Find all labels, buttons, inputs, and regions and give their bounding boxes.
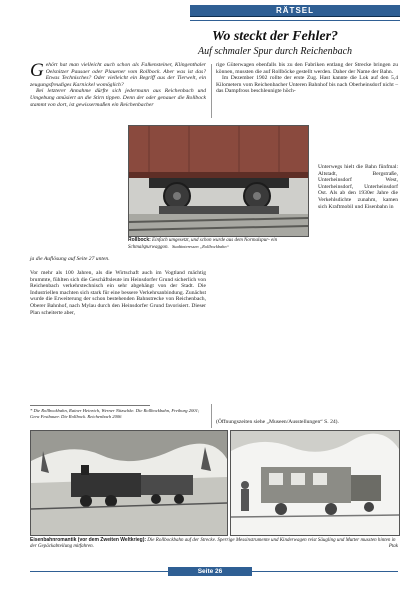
bottom-caption-text: Die Rollbockbahn auf der Strecke. Sperrige Messinstrumente und Kinderwagen reist Säugling und Mutter mussten hinten in der Gepäckabteilung mitfahren.: [30, 538, 396, 549]
header-rule: [190, 20, 400, 21]
bottom-caption: [30, 537, 398, 550]
article-title: Wo steckt der Fehler?: [211, 29, 339, 44]
footnote: * Die Rollbockbahn, Rainer Heinrich, Werner Nitzschke. Die Rollbockbahn, Freiburg 2001; Gera Festbauer. Die Rollbock. Reichenbach 2006: [30, 408, 200, 419]
train-photo-left: [30, 430, 228, 536]
opening-hours-note: (Öffnungszeiten siehe „Museen/Ausstellungen“ S. 24).: [216, 419, 339, 425]
footer-rule-right: [252, 571, 398, 572]
side-text: Unterwegs hielt die Bahn fünfmal: Altstadt, Bergstraße, Unterheinsdorf West, Unterheinsdorf, Unterheinsdorf Ost. Als ab den 1930er Jahre die Verkehlsdichte zunahm, kamen sich Kraftmobil und Eisenbahn in: [318, 164, 398, 210]
photo-credit: Stadtinteressen „Rollbockbahn“: [171, 244, 229, 249]
bottom-caption-label: Eisenbahnromantik (vor dem Zweiten Weltkrieg):: [30, 537, 147, 543]
column-divider: [211, 64, 212, 118]
footer-rule-left: [30, 571, 168, 572]
bottom-caption-credit: Ptak: [388, 544, 398, 549]
intro-paragraph-2: Bei letzterer Annahme dürfte sich jedermann aus Reichenbach und Umgebung amüsiert an die Stirn tippen. Denn der oder genauer die Rollbock stammt von dort, ist gewissermaßen ein Reichenbacher: [30, 88, 206, 108]
intro-text: [30, 62, 206, 108]
photo-caption-label: Rollbock:: [128, 237, 151, 243]
right-paragraph-1: rige Güterwagen ebenfalls bis zu den Fabriken entlang der Strecke bringen zu können, mussten die auf Rollböcke gestellt werden. Daher der Name der Bahn.: [216, 62, 398, 75]
rollbock-photo: [128, 125, 309, 237]
footnote-rule: [30, 405, 150, 406]
drop-cap: G: [30, 60, 44, 81]
photo-caption-text: Einfach umgesetzt, und schon wurde aus dem Normalspur- ein Schmalspurwaggon.: [128, 238, 278, 250]
right-paragraph-2: Im Dezember 1902 rollte der erste Zug. Hast kannte die Lok auf den 5,4 Kilometern vom Reichenbacher Unteren Bahnhof bis nach Oberheinsdorf nicht – das Dampfross beschleunigte höch-: [216, 75, 398, 95]
left-tail-text: ja die Auflösung auf Seite 27 unten.: [30, 256, 110, 262]
body-column: Vor mehr als 100 Jahren, als die Wirtschaft auch im Vogtland mächtig brummte, fühlten sich die Geschäftsleute im Heinsdorfer Grund sicherlich von Reichenbach verkehrstechnisch ein sehr abgehängt von der Stadt. Die Industriellen machten sich stark für eine bessere Verkehrsanbindung. Zunächst wurde die Erweiterung der schon bestehenden Bahnstrecke von Reichenbach, Oberer Bahnhof, nach Mylau durch den Heinsdorfer Grund favorisiert. Dieser Plan scheiterte aber,: [30, 270, 206, 316]
column-divider-lower: [211, 404, 212, 428]
intro-paragraph-1: ehört hat man vielleicht auch schon als Falkensteiner, Klingenthaler Oelsnitzer Pausaer oder Plauener vom Rollbock. Aber was ist das? Etwas Technisches? Oder vielleicht ein Begriff aus der Tierwelt, ein zeugungsfreudiges Karnickel womöglich?: [30, 62, 206, 88]
train-photo-right: [230, 430, 400, 536]
photo-caption: [128, 237, 313, 251]
page-number: Seite 26: [197, 568, 223, 575]
article-subtitle: Auf schmaler Spur durch Reichenbach: [197, 46, 353, 57]
right-column: [216, 62, 398, 95]
train-illustration-right: [231, 431, 399, 535]
train-illustration-left: [31, 431, 227, 535]
rollbock-illustration: [129, 126, 308, 236]
section-label: RÄTSEL: [276, 6, 314, 15]
